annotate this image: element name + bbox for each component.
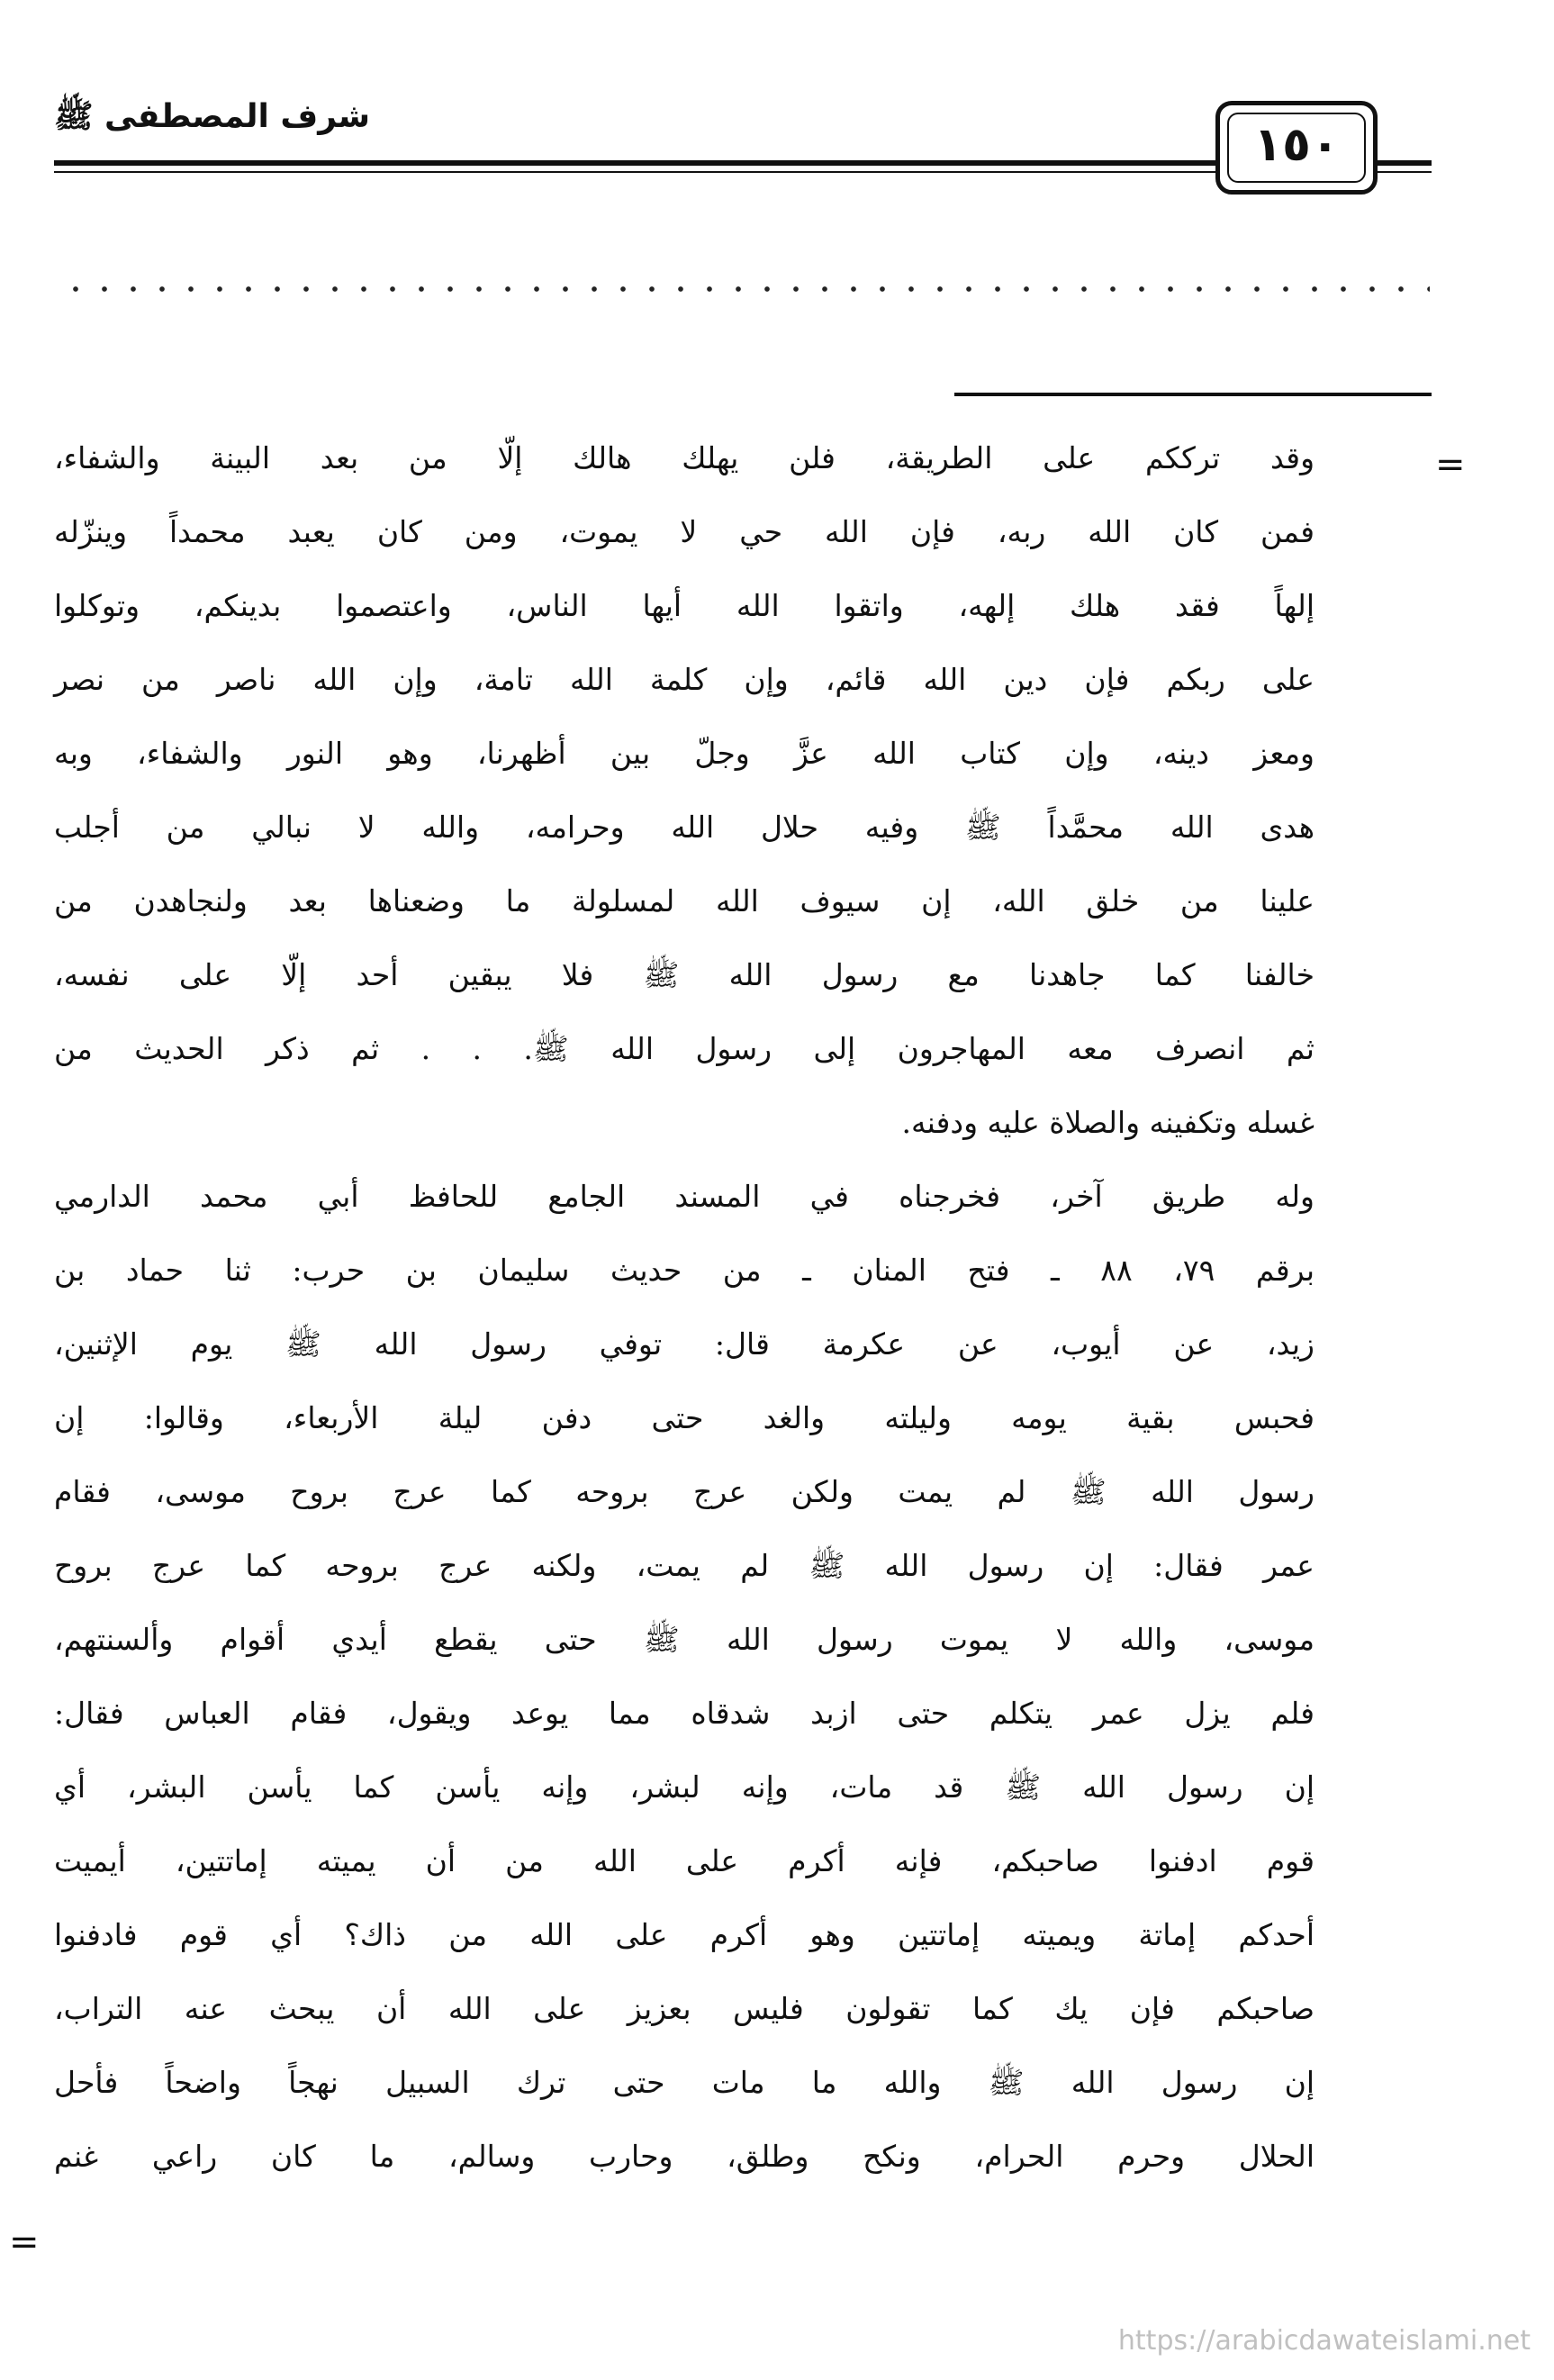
- continuation-mark-bottom: =: [9, 2222, 40, 2263]
- continuation-mark-top: =: [1435, 444, 1466, 485]
- text-line: علينا من خلق الله، إن سيوف الله لمسلولة ما وضعناها بعد ولنجاهدن من: [54, 883, 1315, 919]
- text-line: قوم ادفنوا صاحبكم، فإنه أكرم على الله من أن يميته إماتتين، أيميت: [54, 1843, 1315, 1878]
- running-title: شرف المصطفى ﷺ: [54, 98, 371, 135]
- page-number: ١٥٠: [1253, 118, 1340, 172]
- dotted-separator: [61, 286, 1430, 292]
- text-line: هدى الله محمَّداً ﷺ وفيه حلال الله وحرامه، والله لا نبالي من أجلب: [54, 810, 1315, 845]
- text-line: موسى، والله لا يموت رسول الله ﷺ حتى يقطع أيدي أقوام وألسنتهم،: [54, 1622, 1315, 1657]
- header-rule-right: [1378, 160, 1432, 166]
- text-line: رسول الله ﷺ لم يمت ولكن عرج بروحه كما عرج بروح موسى، فقام: [54, 1474, 1315, 1509]
- text-line: برقم ٧٩، ٨٨ ـ فتح المنان ـ من حديث سليمان بن حرب: ثنا حماد بن: [54, 1253, 1315, 1288]
- text-line: فمن كان الله ربه، فإن الله حي لا يموت، ومن كان يعبد محمداً وينزّله: [54, 514, 1315, 549]
- text-line: أحدكم إماتة ويميته إماتتين وهو أكرم على الله من ذاك؟ أي قوم فادفنوا: [54, 1917, 1315, 1952]
- text-line: زيد، عن أيوب، عن عكرمة قال: توفي رسول الله ﷺ يوم الإثنين،: [54, 1326, 1315, 1362]
- header-rule-thin: [54, 171, 1215, 173]
- header-rule: [54, 160, 1215, 166]
- text-line: وله طريق آخر، فخرجناه في المسند الجامع للحافظ أبي محمد الدارمي: [54, 1179, 1315, 1214]
- watermark-url: https://arabicdawateislami.net: [1117, 2325, 1531, 2357]
- footnote-text: [54, 421, 1315, 2194]
- text-line: خالفنا كما جاهدنا مع رسول الله ﷺ فلا يبقين أحد إلّا على نفسه،: [54, 957, 1315, 992]
- text-line: وقد ترككم على الطريقة، فلن يهلك هالك إلّا من بعد البينة والشفاء،: [54, 440, 1315, 475]
- text-line: فحبس بقية يومه وليلته والغد حتى دفن ليلة الأربعاء، وقالوا: إن: [54, 1400, 1315, 1435]
- text-line: إلهاً فقد هلك إلهه، واتقوا الله أيها الناس، واعتصموا بدينكم، وتوكلوا: [54, 588, 1315, 623]
- page-header: [0, 0, 1554, 234]
- text-line: على ربكم فإن دين الله قائم، وإن كلمة الله تامة، وإن الله ناصر من نصر: [54, 662, 1315, 697]
- text-line: الحلال وحرم الحرام، ونكح وطلق، وحارب وسالم، ما كان راعي غنم: [54, 2139, 1315, 2174]
- page-number-frame: [1215, 101, 1378, 195]
- text-line: فلم يزل عمر يتكلم حتى ازبد شدقاه مما يوعد ويقول، فقام العباس فقال:: [54, 1696, 1315, 1731]
- text-line: إن رسول الله ﷺ والله ما مات حتى ترك السبيل نهجاً واضحاً فأحل: [54, 2065, 1315, 2100]
- text-line: غسله وتكفينه والصلاة عليه ودفنه.: [901, 1105, 1315, 1140]
- text-line: إن رسول الله ﷺ قد مات، وإنه لبشر، وإنه يأسن كما يأسن البشر، أي: [54, 1769, 1315, 1805]
- text-line: عمر فقال: إن رسول الله ﷺ لم يمت، ولكنه عرج بروحه كما عرج بروح: [54, 1548, 1315, 1583]
- footnote-rule: [954, 393, 1432, 396]
- text-line: ومعز دينه، وإن كتاب الله عزَّ وجلّ بين أظهرنا، وهو النور والشفاء، وبه: [54, 736, 1315, 771]
- text-line: صاحبكم فإن يك كما تقولون فليس بعزيز على الله أن يبحث عنه التراب،: [54, 1991, 1315, 2026]
- header-rule-right-thin: [1378, 171, 1432, 173]
- text-line: ثم انصرف معه المهاجرون إلى رسول الله ﷺ. . . ثم ذكر الحديث من: [54, 1031, 1315, 1066]
